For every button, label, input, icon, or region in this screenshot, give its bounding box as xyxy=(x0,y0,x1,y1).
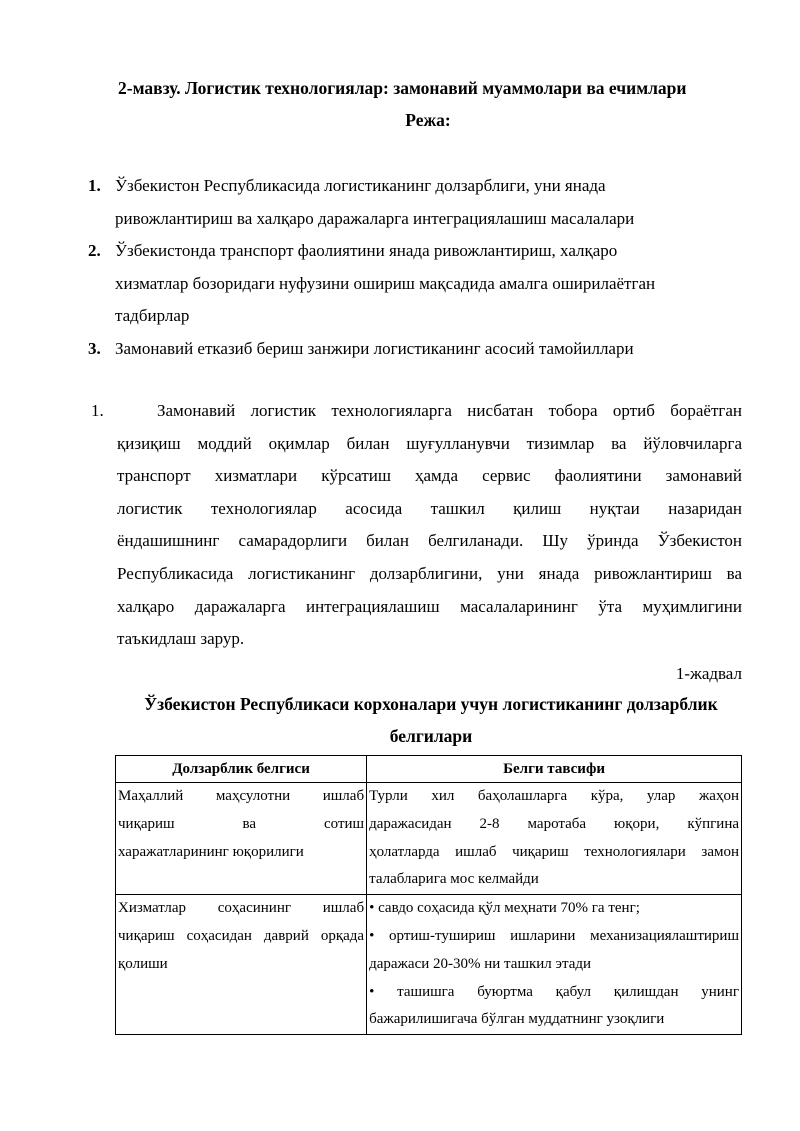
cell-line: даражасидан 2-8 маротаба юқори, кўпгина xyxy=(369,815,739,832)
cell-line: талабларига мос келмайди xyxy=(369,871,539,888)
plan-item-number: 2. xyxy=(88,241,101,260)
table-header-description: Белги тавсифи xyxy=(367,756,742,783)
plan-item-number: 3. xyxy=(88,338,101,358)
plan-item-line: Ўзбекистон Республикасида логистиканинг долзарблиги, уни янада xyxy=(115,176,606,195)
cell-line: қолиши xyxy=(118,955,168,972)
cell-line: ҳолатларда ишлаб чиқариш технологиялари замон xyxy=(369,843,739,860)
table-cell-description xyxy=(367,895,742,1035)
cell-line: чиқариш ва сотиш xyxy=(118,815,365,832)
paragraph-line: қизиқиш моддий оқимлар билан шуғулланувчи тизимлар ва йўловчиларга xyxy=(117,433,742,453)
plan-item-number: 1. xyxy=(88,176,101,195)
table-cell-sign xyxy=(116,783,367,895)
topic-title: 2-мавзу. Логистик технологиялар: замонавий муаммолари ва ечимлари xyxy=(118,78,687,98)
cell-bullet-line: • савдо соҳасида қўл меҳнати 70% га тенг; xyxy=(369,900,640,917)
paragraph-line: логистик технологиялар асосида ташкил қилиш нуқтаи назаридан xyxy=(117,498,742,518)
paragraph-line: Замонавий логистик технологияларга нисбатан тобора ортиб бораётган xyxy=(157,401,742,420)
table-header-row xyxy=(116,756,742,783)
cell-bullet-line: даражаси 20-30% ни ташкил этади xyxy=(369,955,592,972)
body-paragraph xyxy=(117,395,742,656)
plan-list xyxy=(88,170,728,365)
table-caption-line: белгилари xyxy=(389,726,473,746)
table-caption xyxy=(116,688,746,752)
cell-bullet-line: бажарилишигача бўлган муддатнинг узоқлиги xyxy=(369,1011,665,1028)
plan-item-line: ривожлантириш ва халқаро даражаларга интеграциялашиш масалалари xyxy=(115,208,635,228)
plan-item-line: Ўзбекистонда транспорт фаолиятини янада ривожлантириш, халқаро xyxy=(115,241,618,260)
table-row xyxy=(116,895,742,1035)
cell-bullet-line: • ортиш-тушириш ишларини механизациялаштириш xyxy=(369,927,739,944)
table-cell-description xyxy=(367,783,742,895)
paragraph-line: Республикасида логистиканинг долзарблигини, уни янада ривожлантириш ва xyxy=(117,563,742,583)
table-number: 1-жадвал xyxy=(675,664,742,683)
relevance-table xyxy=(115,755,742,1035)
cell-line: харажатларининг юқорилиги xyxy=(118,843,304,860)
plan-item-line: Замонавий етказиб бериш занжири логистиканинг асосий тамойиллари xyxy=(115,338,634,358)
cell-line: Хизматлар соҳасининг ишлаб xyxy=(118,900,365,917)
plan-item xyxy=(88,170,728,235)
cell-line: Маҳаллий маҳсулотни ишлаб xyxy=(118,788,365,804)
plan-item-line: тадбирлар xyxy=(115,306,190,325)
paragraph-line: ёндашишнинг самарадорлиги билан белгиланади. Шу ўринда Ўзбекистон xyxy=(117,531,742,551)
table-cell-sign xyxy=(116,895,367,1035)
table-header-sign: Долзарблик белгиси xyxy=(116,756,367,783)
paragraph-number: 1. xyxy=(91,401,104,420)
table-row xyxy=(116,783,742,895)
paragraph-line: халқаро даражаларга интеграциялашиш масалаларининг ўта муҳимлигини xyxy=(117,596,742,616)
plan-item xyxy=(88,235,728,333)
plan-item-line: хизматлар бозоридаги нуфузини ошириш мақсадида амалга оширилаётган xyxy=(115,273,656,293)
paragraph-line: транспорт хизматлари кўрсатиш ҳамда сервис фаолиятини замонавий xyxy=(117,466,742,486)
paragraph-line: таъкидлаш зарур. xyxy=(117,629,245,649)
plan-item xyxy=(88,333,728,366)
table-caption-line: Ўзбекистон Республикаси корхоналари учун логистиканинг долзарблик xyxy=(144,694,718,714)
cell-bullet-line: • ташишга буюртма қабул қилишдан унинг xyxy=(369,983,739,1000)
cell-line: Турли хил баҳолашларга кўра, улар жаҳон xyxy=(369,788,739,804)
plan-heading: Режа: xyxy=(405,110,451,130)
cell-line: чиқариш соҳасидан даврий орқада xyxy=(118,927,365,944)
